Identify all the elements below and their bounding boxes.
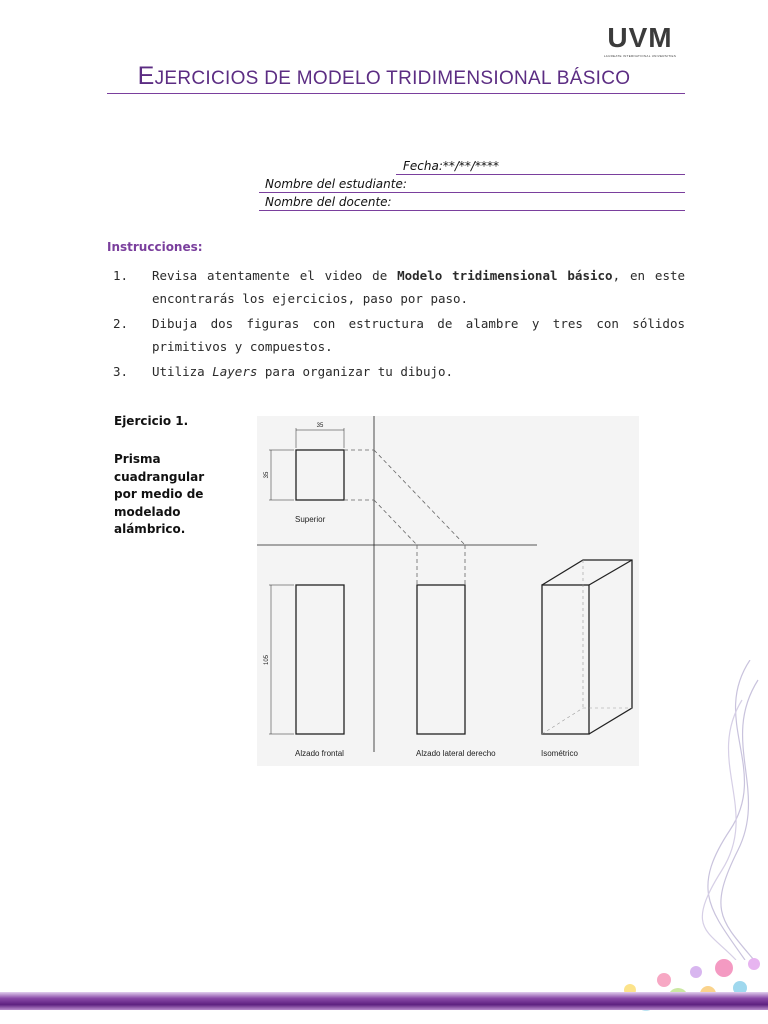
dim-width-label: 35: [316, 423, 324, 429]
wave-line: [721, 680, 758, 960]
instruction-item: 3. Utiliza Layers para organizar tu dibujo.: [113, 364, 454, 379]
flower-dot: [690, 966, 702, 978]
flower-dot: [748, 958, 760, 970]
bottom-decorative-band: [0, 992, 768, 1010]
logo-subtitle: LAUREATE INTERNATIONAL UNIVERSITIES: [603, 54, 677, 58]
teacher-name-field: [259, 194, 685, 211]
decorative-flowers: [592, 950, 768, 1024]
date-field: [396, 158, 685, 175]
band-fill: [0, 992, 768, 1010]
side-view-label: Alzado lateral derecho: [416, 749, 496, 758]
isometric-label: Isométrico: [541, 749, 578, 758]
wave-line: [702, 700, 742, 960]
instruction-item: 2. Dibuja dos figuras con estructura de alambre y tres con sólidos primitivos y compuestos.: [113, 316, 685, 354]
instructions-list: [113, 264, 685, 385]
flower-dot: [657, 973, 671, 987]
uvm-logo: [598, 24, 682, 58]
technical-drawing: [257, 416, 639, 766]
instruction-item: 1. Revisa atentamente el video de Modelo tridimensional básico, en este encontrarás los ejercicios, paso por paso.: [113, 268, 686, 306]
dim-height-label: 105: [264, 654, 270, 666]
date-label: Fecha:**/**/****: [403, 159, 499, 173]
instructions-heading: Instrucciones:: [107, 240, 203, 254]
title-first-letter: E: [137, 62, 155, 90]
decorative-wave: [650, 660, 768, 960]
page-title: [0, 62, 768, 91]
student-name-field: [259, 176, 685, 193]
logo-text: UVM: [607, 22, 673, 53]
exercise-label: Ejercicio 1.: [114, 414, 189, 428]
drawing-background: [257, 416, 639, 766]
title-divider: [107, 93, 685, 94]
front-view-label: Alzado frontal: [295, 749, 344, 758]
title-rest: JERCICIOS DE MODELO TRIDIMENSIONAL BÁSICO: [154, 68, 631, 89]
wave-line: [708, 660, 750, 960]
top-view-label: Superior: [295, 515, 326, 524]
flower-dot: [715, 959, 733, 977]
dim-depth-label: 35: [264, 471, 270, 479]
student-name-label: Nombre del estudiante:: [265, 177, 407, 191]
teacher-name-label: Nombre del docente:: [265, 195, 392, 209]
exercise-description: Prisma cuadrangular por medio de modelado alámbrico.: [114, 452, 205, 536]
